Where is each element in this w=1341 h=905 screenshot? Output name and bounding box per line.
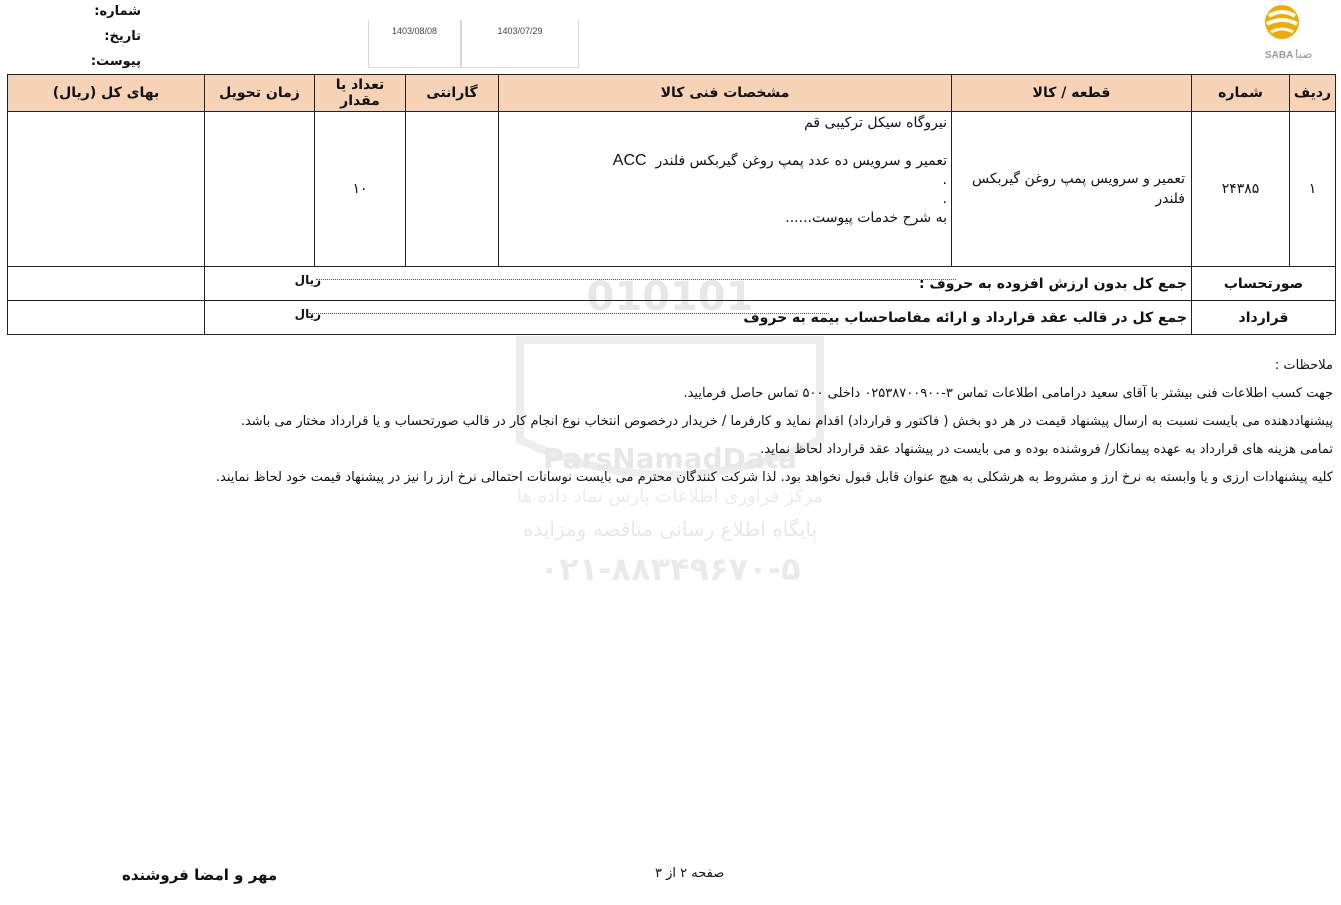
row-number: ۲۴۳۸۵	[1192, 112, 1290, 267]
header-cell: گارانتی	[406, 75, 499, 112]
contract-empty-cell	[8, 301, 205, 335]
spec-acc: ACC	[612, 152, 647, 169]
header-cell: ردیف	[1290, 75, 1336, 112]
invoice-empty-cell	[8, 267, 205, 301]
spec-dot: .	[942, 191, 947, 207]
seller-signature-label: مهر و امضا فروشنده	[122, 866, 278, 884]
header-cell: مشخصات فنی کالا	[499, 75, 952, 112]
note-line: کلیه پیشنهادات ارزی و یا وابسته به نرخ ارز و مشروط به هرشکلی به هیچ عنوان قابل قبول نخواهد بود. لذا شرکت کنندگان محترم می بایست نوسانات احتمالی نرخ ارز را نیز در پیشنهاد قیمت خود لحاظ نمایند.	[215, 470, 1333, 485]
contract-dots	[309, 313, 829, 314]
table-header-row	[8, 75, 1336, 112]
invoice-row	[8, 267, 1336, 301]
invoice-dots	[316, 279, 956, 280]
header-cell: بهای کل (ریال)	[8, 75, 205, 112]
note-line: جهت کسب اطلاعات فنی بیشتر با آقای سعید درامامی اطلاعات تماس ۳-۰۲۵۳۸۷۰۰۹۰۰ داخلی ۵۰۰ تماس حاصل فرمایید.	[683, 386, 1333, 401]
contract-cell	[205, 301, 1192, 335]
saba-logo-icon	[1255, 2, 1325, 66]
spec-line-2	[503, 151, 947, 171]
note-line: پیشنهاددهنده می بایست نسبت به ارسال پیشنهاد قیمت در هر دو بخش ( فاکتور و قرارداد) اقدام نماید و کارفرما / خریدار درخصوص انتخاب نوع انجام کار در قالب صورتحساب و یا قرارداد مختار می باشد.	[240, 414, 1333, 429]
date-box-left	[368, 20, 461, 68]
date-right: 1403/07/29	[497, 26, 543, 36]
watermark-phone: ۰۲۱-۸۸۳۴۹۶۷۰-۵	[539, 550, 801, 588]
watermark-brand: ParsNamadData	[543, 442, 797, 475]
row-warranty	[406, 112, 499, 267]
header-cell: زمان تحویل	[205, 75, 315, 112]
contract-title: قرارداد	[1192, 301, 1336, 335]
contract-text: جمع کل در قالب عقد قرارداد و ارائه مفاصاحساب بیمه به حروف	[743, 309, 1187, 326]
attachment-label: پیوست:	[90, 54, 141, 69]
watermark-line2: پایگاه اطلاع رسانی مناقصه ومزایده	[522, 517, 818, 541]
items-table	[7, 74, 1336, 335]
spec-line-2-text: تعمیر و سرویس ده عدد پمپ روغن گیربکس فلندر	[655, 153, 947, 169]
date-label: تاریخ:	[104, 29, 141, 44]
company-logo	[1255, 2, 1325, 66]
invoice-cell	[205, 267, 1192, 301]
row-delivery	[205, 112, 315, 267]
watermark-line1: مرکز فراوری اطلاعات پارس نماد داده ها	[516, 486, 824, 507]
invoice-text: جمع کل بدون ارزش افزوده به حروف :	[919, 275, 1187, 292]
date-box-right	[461, 20, 579, 68]
header-cell: شماره	[1192, 75, 1290, 112]
notes-section	[13, 352, 1333, 492]
logo-text: صبا	[1295, 47, 1313, 61]
spec-line-1: نیروگاه سیکل ترکیبی قم	[804, 115, 947, 131]
row-total	[8, 112, 205, 267]
spec-line-5: به شرح خدمات پیوست......	[785, 210, 947, 226]
note-line: تمامی هزینه های قرارداد به عهده پیمانکار/ فروشنده بوده و می بایست در پیشنهاد عقد قرارداد لحاظ نماید.	[760, 442, 1333, 457]
invoice-unit: ریال	[294, 273, 321, 287]
contract-unit: ریال	[294, 307, 321, 321]
logo-brand: SABA	[1265, 50, 1294, 61]
spec-dot: .	[942, 172, 947, 188]
notes-title: ملاحظات :	[1274, 358, 1333, 373]
number-label: شماره:	[94, 4, 141, 19]
row-index: ۱	[1290, 112, 1336, 267]
watermark-code: 010101	[586, 280, 754, 320]
row-item: تعمیر و سرویس پمپ روغن گیربکس فلندر	[952, 112, 1192, 267]
contract-row	[8, 301, 1336, 335]
row-quantity: ۱۰	[315, 112, 406, 267]
page-number: صفحه ۲ از ۳	[655, 866, 725, 881]
date-left: 1403/08/08	[391, 26, 438, 36]
invoice-title: صورتحساب	[1192, 267, 1336, 301]
header-cell: قطعه / کالا	[952, 75, 1192, 112]
row-spec	[499, 112, 952, 267]
header-cell: تعداد یا مقدار	[315, 75, 406, 112]
table-row	[8, 112, 1336, 267]
